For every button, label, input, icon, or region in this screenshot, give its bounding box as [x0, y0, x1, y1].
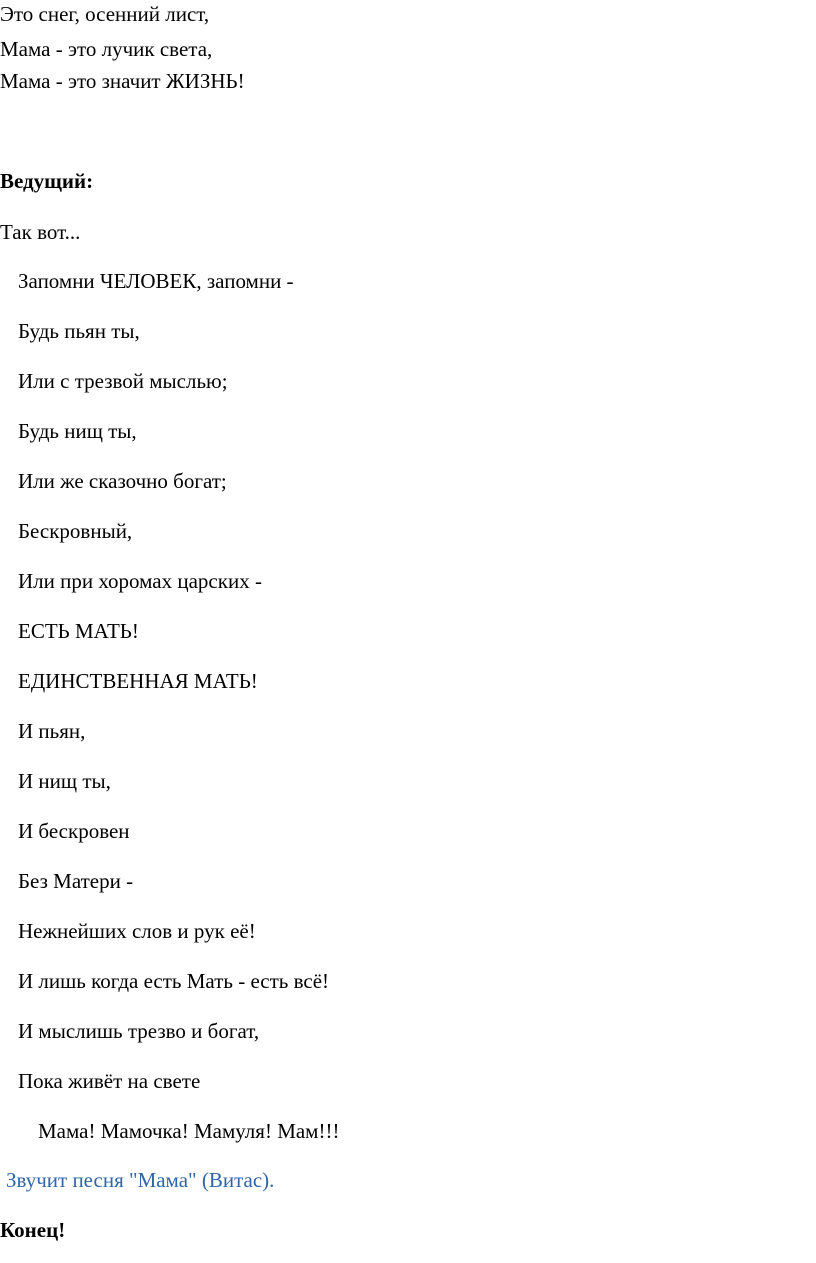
poem-line: Будь пьян ты, — [18, 319, 140, 343]
poem-line: Бескровный, — [18, 519, 133, 543]
speaker-heading: Ведущий: — [0, 169, 94, 193]
poem-line: ЕДИНСТВЕННАЯ МАТЬ! — [18, 669, 258, 693]
lead-line: Так вот... — [0, 220, 81, 244]
poem-line: И мыслишь трезво и богат, — [18, 1019, 260, 1043]
finale-line: Мама! Мамочка! Мамуля! Мам!!! — [38, 1119, 340, 1143]
poem-line: И нищ ты, — [18, 769, 111, 793]
poem-line: Без Матери - — [18, 869, 134, 893]
poem-line: Пока живёт на свете — [18, 1069, 201, 1093]
poem-line: Запомни ЧЕЛОВЕК, запомни - — [18, 269, 294, 293]
poem-line: И пьян, — [18, 719, 86, 743]
poem-line: Или при хоромах царских - — [18, 569, 262, 593]
poem-line: Будь нищ ты, — [18, 419, 137, 443]
poem-line: ЕСТЬ МАТЬ! — [18, 619, 139, 643]
poem-line: И бескровен — [18, 819, 130, 843]
poem-line: Или же сказочно богат; — [18, 469, 227, 493]
intro-line: Это снег, осенний лист, — [0, 2, 210, 26]
poem-line: И лишь когда есть Мать - есть всё! — [18, 969, 330, 993]
intro-line: Мама - это значит ЖИЗНЬ! — [0, 69, 245, 93]
poem-line: Или с трезвой мыслью; — [18, 369, 228, 393]
intro-line: Мама - это лучик света, — [0, 37, 213, 61]
poem-line: Нежнейших слов и рук её! — [18, 919, 256, 943]
ending-heading: Конец! — [0, 1218, 66, 1242]
stage-direction: Звучит песня "Мама" (Витас). — [6, 1168, 275, 1192]
